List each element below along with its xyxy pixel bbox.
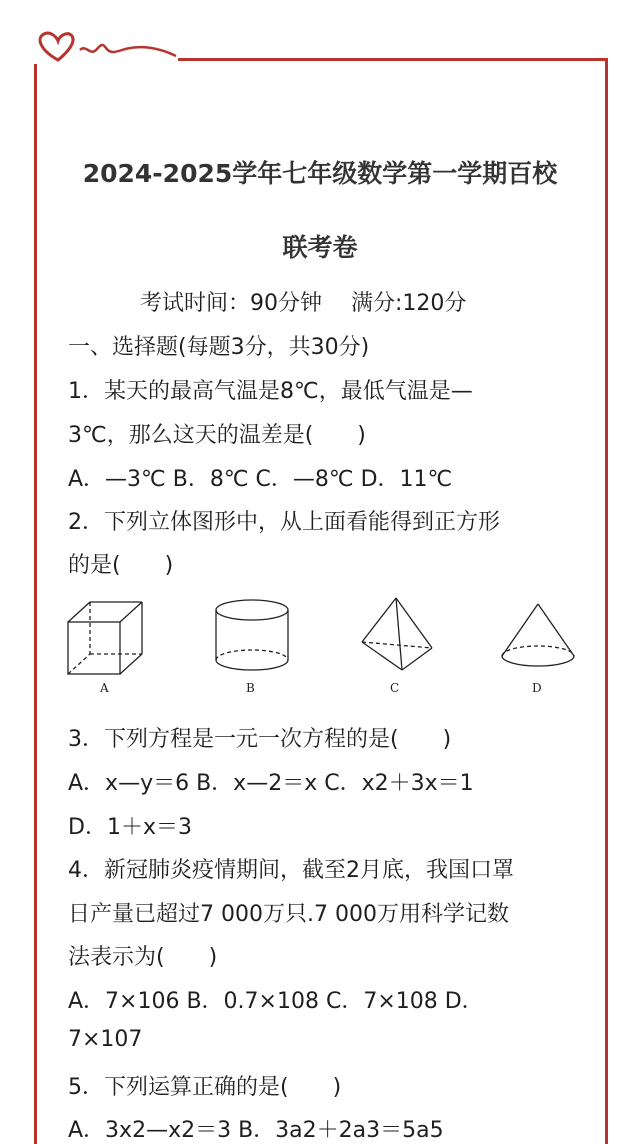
figure-label-b: B bbox=[246, 681, 255, 695]
figure-label-c: C bbox=[390, 681, 400, 695]
question-1-line2: 3℃，那么这天的温差是( ) bbox=[68, 423, 366, 448]
question-2-line1: 2．下列立体图形中，从上面看能得到正方形 bbox=[68, 510, 500, 535]
question-4-line1: 4．新冠肺炎疫情期间，截至2月底，我国口罩 bbox=[68, 858, 514, 883]
solid-figures bbox=[60, 592, 590, 704]
exam-info: 考试时间：90分钟 满分:120分 bbox=[140, 291, 467, 316]
section-heading: 一、选择题(每题3分，共30分) bbox=[68, 335, 370, 360]
exam-title-line1: 2024-2025学年七年级数学第一学期百校 bbox=[82, 159, 558, 188]
question-3-line1: 3．下列方程是一元一次方程的是( ) bbox=[68, 727, 452, 752]
cylinder-figure bbox=[216, 600, 288, 670]
question-4-options: A．7×106 B．0.7×108 C．7×108 D． bbox=[68, 989, 484, 1014]
pyramid-figure bbox=[362, 598, 432, 670]
frame-top-border bbox=[178, 58, 608, 61]
figure-label-a: A bbox=[100, 681, 109, 695]
frame-left-border bbox=[34, 64, 37, 1144]
question-5-options: A．3x2—x2＝3 B．3a2＋2a3＝5a5 bbox=[68, 1118, 444, 1143]
question-4-option-d: 7×107 bbox=[68, 1027, 143, 1052]
question-3-option-d: D．1＋x＝3 bbox=[68, 815, 192, 840]
exam-title-line2: 联考卷 bbox=[282, 233, 358, 262]
figure-label-d: D bbox=[532, 681, 542, 695]
question-5-line1: 5．下列运算正确的是( ) bbox=[68, 1075, 342, 1100]
question-1-line1: 1．某天的最高气温是8℃，最低气温是— bbox=[68, 379, 473, 404]
frame-right-border bbox=[605, 58, 608, 1144]
cone-figure bbox=[502, 604, 574, 666]
question-4-line3: 法表示为( ) bbox=[68, 945, 218, 970]
question-2-line2: 的是( ) bbox=[68, 553, 174, 578]
heart-logo-icon bbox=[30, 26, 180, 70]
question-4-line2: 日产量已超过7 000万只.7 000万用科学记数 bbox=[68, 902, 509, 927]
cube-figure bbox=[68, 602, 142, 674]
question-1-options: A．—3℃ B．8℃ C．—8℃ D．11℃ bbox=[68, 467, 453, 492]
question-3-options: A．x—y＝6 B．x—2＝x C．x2＋3x＝1 bbox=[68, 771, 474, 796]
